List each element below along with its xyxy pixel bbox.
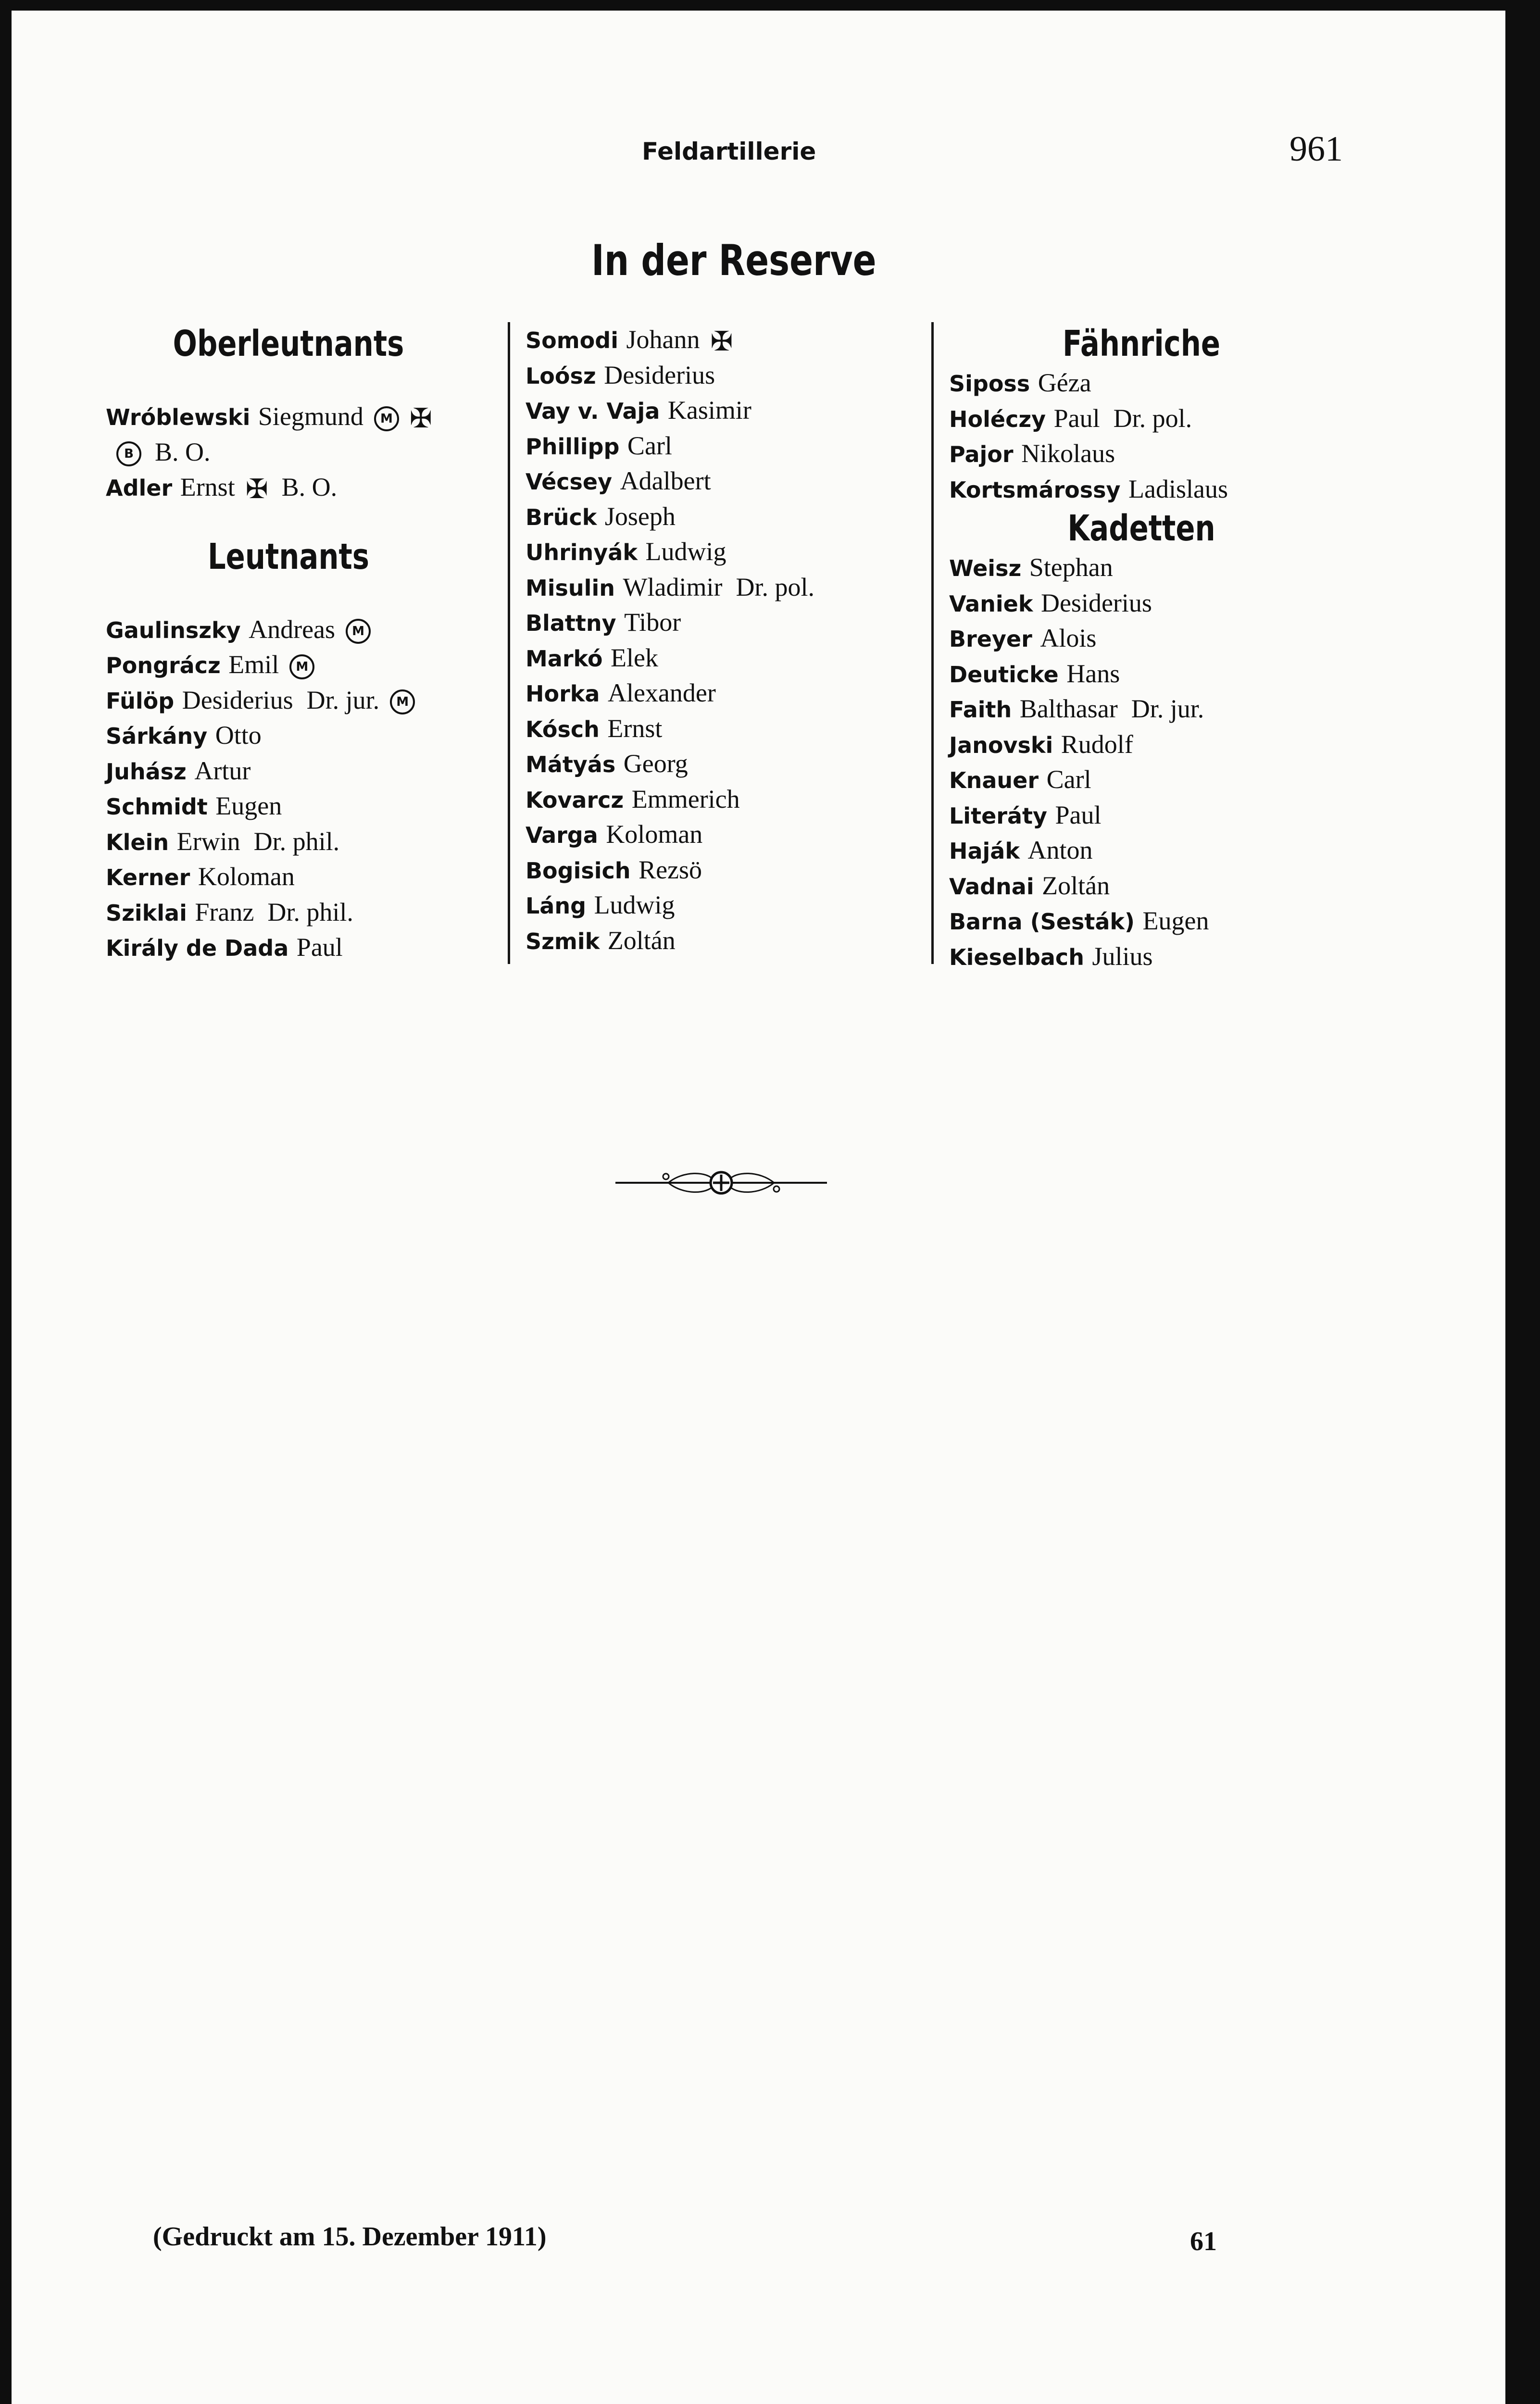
- given-name: Elek: [611, 643, 658, 672]
- list-item: [106, 859, 471, 895]
- heading-kadetten: Kadetten: [1067, 508, 1215, 549]
- list-item: [949, 762, 1334, 798]
- surname: Uhrinyák: [526, 539, 638, 565]
- list-item: [949, 365, 1334, 401]
- given-name: Julius: [1092, 941, 1153, 971]
- given-name: Hans: [1066, 659, 1120, 688]
- scan-border-top: [0, 0, 1540, 11]
- list-item: [106, 789, 471, 824]
- given-name: Ernst: [607, 714, 663, 743]
- surname: Láng: [526, 893, 587, 919]
- degree-note: Dr. jur.: [306, 685, 380, 714]
- given-name: Nikolaus: [1021, 439, 1115, 468]
- list-item: [106, 895, 471, 930]
- ornament-divider-icon: [615, 1166, 827, 1200]
- given-name: Alexander: [607, 678, 716, 707]
- given-name: Emil: [228, 650, 279, 679]
- given-name: Adalbert: [620, 466, 711, 495]
- list-item: [526, 358, 910, 393]
- given-name: Eugen: [1142, 906, 1209, 935]
- surname: Faith: [949, 697, 1012, 723]
- given-name: Otto: [215, 721, 262, 750]
- surname: Adler: [106, 475, 173, 501]
- given-name: Joseph: [604, 501, 676, 531]
- list-item: [949, 586, 1334, 621]
- surname: Blattny: [526, 610, 616, 636]
- surname: Markó: [526, 645, 603, 672]
- maltese-cross-icon: ✠: [409, 402, 432, 434]
- surname: Király de Dada: [106, 935, 289, 961]
- list-item: [949, 621, 1334, 656]
- list-item: [949, 903, 1334, 939]
- given-name: Eugen: [215, 791, 282, 820]
- list-oberleutnants: [106, 399, 471, 505]
- list-item: [949, 798, 1334, 833]
- scan-border-left: [0, 0, 12, 2404]
- maltese-cross-icon: ✠: [245, 473, 268, 505]
- list-item: [949, 939, 1334, 975]
- given-name: Paul: [296, 933, 343, 962]
- maltese-cross-icon: ✠: [710, 326, 733, 357]
- surname: Kovarcz: [526, 787, 624, 813]
- surname: Bogisich: [526, 857, 631, 884]
- given-name: Siegmund: [258, 402, 363, 431]
- given-name: Zoltán: [607, 926, 676, 955]
- surname: Barna (Sesták): [949, 909, 1135, 935]
- surname: Wróblewski: [106, 404, 250, 430]
- given-name: Ludwig: [645, 537, 726, 566]
- annotation: B. O.: [281, 473, 338, 501]
- surname: Kortsmárossy: [949, 476, 1121, 503]
- running-head: Feldartillerie: [642, 138, 816, 165]
- list-item: [106, 612, 471, 648]
- given-name: Zoltán: [1042, 871, 1110, 900]
- list-item: [949, 656, 1334, 692]
- section-title: In der Reserve: [591, 236, 876, 285]
- list-faehnriche: [949, 365, 1334, 507]
- print-date-note: (Gedruckt am 15. Dezember 1911): [153, 2222, 547, 2252]
- list-item: [526, 746, 910, 782]
- list-leutnants: [106, 612, 471, 965]
- given-name: Anton: [1027, 836, 1093, 864]
- surname: Varga: [526, 822, 598, 848]
- list-item: [106, 718, 471, 753]
- list-item: [526, 817, 910, 852]
- degree-note: Dr. pol.: [736, 572, 814, 601]
- list-item: [526, 393, 910, 428]
- surname: Vaniek: [949, 590, 1033, 617]
- surname: Kósch: [526, 716, 600, 742]
- list-item: [949, 550, 1334, 586]
- list-item: [106, 753, 471, 789]
- list-item: [106, 399, 471, 435]
- surname: Mátyás: [526, 751, 616, 777]
- list-item: [526, 605, 910, 640]
- given-name: Koloman: [606, 820, 703, 849]
- list-kadetten: [949, 550, 1334, 974]
- list-item: [949, 727, 1334, 763]
- given-name: Alois: [1040, 624, 1097, 652]
- heading-leutnants: Leutnants: [207, 536, 370, 577]
- surname: Phillipp: [526, 433, 620, 460]
- surname: Literáty: [949, 802, 1047, 829]
- heading-oberleutnants: Oberleutnants: [173, 323, 404, 364]
- list-item: [106, 824, 471, 860]
- surname: Loósz: [526, 363, 596, 389]
- list-item: [106, 930, 471, 965]
- surname: Misulin: [526, 575, 615, 601]
- list-item: [526, 534, 910, 570]
- list-item: [106, 683, 471, 718]
- degree-note: Dr. phil.: [267, 897, 353, 927]
- given-name: Johann: [626, 325, 700, 354]
- given-name: Emmerich: [631, 784, 740, 814]
- given-name: Desiderius: [604, 360, 715, 389]
- annotation: B. O.: [155, 437, 211, 466]
- circled-b-icon: B: [116, 441, 141, 466]
- surname: Deuticke: [949, 661, 1059, 688]
- list-item: [949, 472, 1334, 507]
- given-name: Ladislaus: [1128, 474, 1228, 503]
- list-item: [526, 499, 910, 535]
- list-item: [949, 833, 1334, 868]
- circled-m-icon: M: [374, 406, 399, 431]
- surname: Horka: [526, 681, 600, 707]
- given-name: Carl: [1046, 765, 1091, 794]
- surname: Siposs: [949, 371, 1030, 397]
- degree-note: Dr. jur.: [1131, 694, 1204, 723]
- surname: Sárkány: [106, 723, 208, 749]
- circled-m-icon: M: [346, 619, 371, 644]
- given-name: Ludwig: [594, 890, 675, 919]
- list-item: [526, 888, 910, 923]
- given-name: Artur: [194, 756, 251, 785]
- list-item: [526, 570, 910, 605]
- signature-mark: 61: [1190, 2227, 1217, 2256]
- surname: Sziklai: [106, 900, 187, 926]
- given-name: Koloman: [198, 862, 295, 891]
- degree-note: Dr. pol.: [1113, 403, 1192, 433]
- given-name: Kasimir: [667, 396, 751, 425]
- given-name: Desiderius: [182, 685, 293, 714]
- list-item: [526, 676, 910, 711]
- list-item: [526, 322, 910, 358]
- list-item: [526, 463, 910, 499]
- surname: Kerner: [106, 864, 190, 890]
- surname: Vadnai: [949, 873, 1034, 900]
- list-item: [949, 401, 1334, 437]
- surname: Kieselbach: [949, 944, 1084, 970]
- surname: Klein: [106, 829, 169, 855]
- given-name: Georg: [623, 749, 688, 778]
- surname: Breyer: [949, 626, 1032, 652]
- surname: Juhász: [106, 758, 187, 785]
- column-reserve-continued: [508, 322, 910, 964]
- surname: Knauer: [949, 767, 1039, 793]
- surname: Gaulinszky: [106, 617, 241, 643]
- column-faehnriche-kadetten: [931, 322, 1334, 971]
- given-name: Paul: [1055, 800, 1102, 829]
- degree-note: Dr. phil.: [253, 826, 340, 856]
- list-item: [949, 691, 1334, 727]
- surname: Pongrácz: [106, 652, 221, 678]
- list-item: [106, 470, 471, 505]
- surname: Vay v. Vaja: [526, 398, 660, 424]
- list-item: [526, 640, 910, 676]
- surname: Holéczy: [949, 406, 1046, 432]
- list-item: [526, 711, 910, 747]
- surname: Weisz: [949, 555, 1022, 581]
- list-item: [106, 435, 471, 470]
- given-name: Géza: [1038, 368, 1091, 397]
- given-name: Erwin: [176, 826, 240, 856]
- page-number: 961: [1290, 129, 1343, 169]
- given-name: Franz: [195, 897, 254, 927]
- given-name: Wladimir: [623, 572, 723, 601]
- surname: Brück: [526, 504, 597, 530]
- heading-faehnriche: Fähnriche: [1062, 323, 1221, 364]
- column-oberleutnants-leutnants: [106, 322, 471, 965]
- list-item: [526, 782, 910, 817]
- list-item: [949, 868, 1334, 904]
- circled-m-icon: M: [289, 654, 314, 679]
- list-item: [526, 852, 910, 888]
- surname: Vécsey: [526, 469, 613, 495]
- given-name: Andreas: [249, 614, 336, 644]
- list-item: [526, 923, 910, 959]
- given-name: Paul: [1053, 403, 1100, 433]
- given-name: Tibor: [624, 608, 681, 637]
- given-name: Ernst: [180, 473, 235, 501]
- given-name: Rudolf: [1061, 729, 1133, 759]
- surname: Schmidt: [106, 794, 208, 820]
- list-leutnants-continued: [526, 322, 910, 958]
- scan-border-right: [1505, 0, 1540, 2404]
- list-item: [949, 436, 1334, 472]
- surname: Szmik: [526, 928, 600, 954]
- given-name: Stephan: [1029, 553, 1113, 582]
- surname: Pajor: [949, 441, 1014, 467]
- given-name: Rezsö: [639, 855, 702, 884]
- given-name: Balthasar: [1019, 694, 1118, 723]
- circled-m-icon: M: [390, 689, 415, 714]
- surname: Haják: [949, 838, 1020, 864]
- surname: Fülöp: [106, 688, 175, 714]
- list-item: [106, 647, 471, 683]
- given-name: Carl: [627, 431, 672, 460]
- surname: Janovski: [949, 732, 1053, 758]
- list-item: [526, 428, 910, 464]
- given-name: Desiderius: [1040, 588, 1152, 617]
- surname: Somodi: [526, 327, 618, 353]
